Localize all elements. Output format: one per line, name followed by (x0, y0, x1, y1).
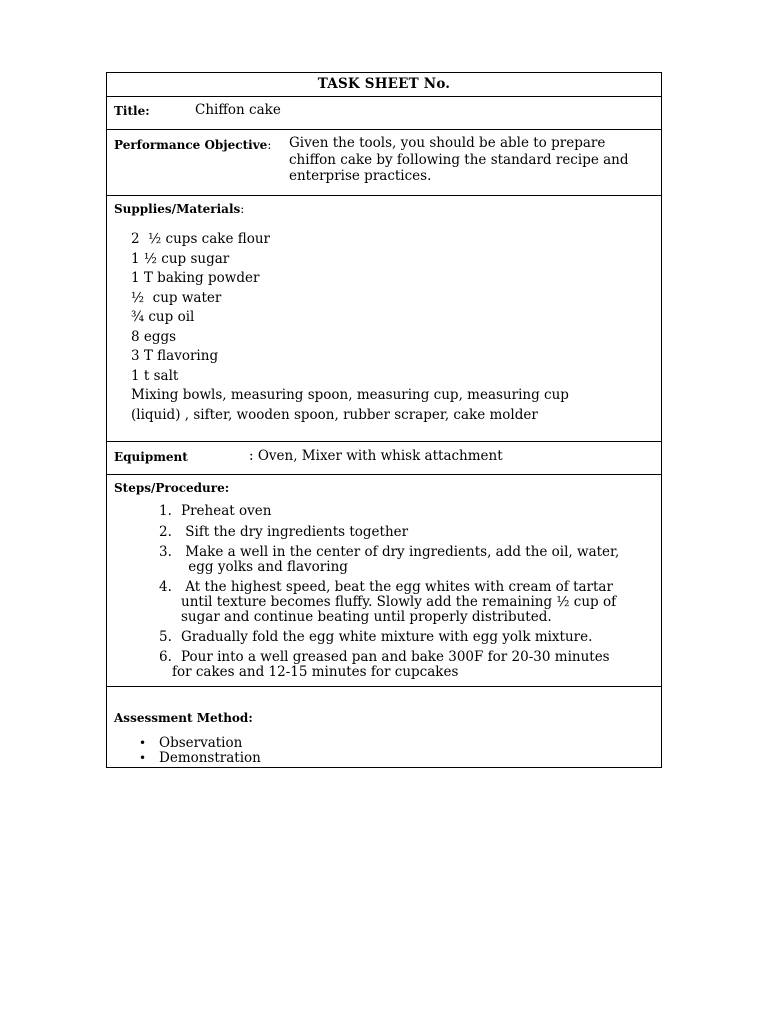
steps-label: Steps/Procedure: (114, 481, 230, 495)
assessment-row (107, 686, 661, 767)
steps-list (153, 504, 653, 680)
step-text: At the highest speed, beat the egg whites with cream of tartar (181, 579, 613, 595)
assessment-item-text: Demonstration (159, 750, 261, 766)
title-value: Chiffon cake (195, 102, 281, 118)
assessment-item (139, 751, 261, 766)
step-item (153, 545, 653, 575)
step-text: Preheat oven (181, 503, 272, 519)
performance-objective-line: Given the tools, you should be able to prepare (289, 135, 606, 151)
title-label: Title: (114, 104, 150, 118)
supplies-row (107, 195, 661, 441)
task-sheet-title: TASK SHEET No. (317, 76, 451, 92)
step-number: 3. (159, 544, 172, 560)
supply-item: (liquid) , sifter, wooden spoon, rubber scraper, cake molder (131, 406, 538, 423)
equipment-value: : Oven, Mixer with whisk attachment (249, 448, 503, 464)
step-text: egg yolks and flavoring (184, 559, 348, 575)
assessment-label: Assessment Method: (114, 711, 253, 725)
step-number: 2. (159, 524, 172, 540)
step-text: for cakes and 12-15 minutes for cupcakes (172, 664, 459, 680)
performance-objective-line: enterprise practices. (289, 168, 432, 184)
step-item (153, 504, 653, 519)
step-text: Make a well in the center of dry ingredients, add the oil, water, (181, 544, 620, 560)
supply-item: 1 t salt (131, 367, 179, 384)
step-number: 1. (159, 503, 172, 519)
task-sheet-header (107, 73, 661, 96)
supply-item: 3 T flavoring (131, 348, 219, 364)
supply-item: 8 eggs (131, 328, 177, 345)
equipment-label: Equipment (114, 450, 188, 464)
supply-item: 1 ½ cup sugar (131, 250, 230, 267)
bullet-icon: • (139, 751, 147, 765)
step-item (153, 650, 653, 680)
bullet-icon: • (139, 736, 147, 750)
performance-objective-text (289, 135, 659, 185)
assessment-list (139, 736, 261, 766)
step-text: sugar and continue beating until properly distributed. (181, 609, 552, 625)
equipment-row (107, 441, 661, 474)
step-number: 4. (159, 579, 172, 595)
performance-objective-line: chiffon cake by following the standard recipe and (289, 151, 629, 168)
step-text: Sift the dry ingredients together (181, 524, 409, 540)
supply-item: ½ cup water (131, 289, 222, 306)
supplies-label: Supplies/Materials: (114, 202, 245, 216)
step-item (153, 580, 653, 625)
assessment-item-text: Observation (159, 735, 243, 751)
performance-objective-label: Performance Objective: (114, 138, 272, 152)
step-item (153, 525, 653, 540)
supplies-list (131, 230, 651, 425)
supply-item: 1 T baking powder (131, 270, 260, 286)
title-row (107, 96, 661, 129)
step-number: 6. (159, 649, 172, 665)
step-number: 5. (159, 629, 172, 645)
step-text: Pour into a well greased pan and bake 300F for 20-30 minutes (181, 649, 610, 665)
supply-item: 2 ½ cups cake flour (131, 231, 271, 247)
step-text: until texture becomes fluffy. Slowly add the remaining ½ cup of (181, 594, 617, 610)
supply-item: ¾ cup oil (131, 309, 195, 325)
step-text: Gradually fold the egg white mixture with egg yolk mixture. (181, 629, 593, 645)
task-sheet (106, 72, 662, 768)
step-item (153, 630, 653, 645)
performance-objective-row (107, 129, 661, 195)
assessment-item (139, 736, 261, 751)
supply-item: Mixing bowls, measuring spoon, measuring cup, measuring cup (131, 387, 569, 403)
steps-row (107, 474, 661, 686)
